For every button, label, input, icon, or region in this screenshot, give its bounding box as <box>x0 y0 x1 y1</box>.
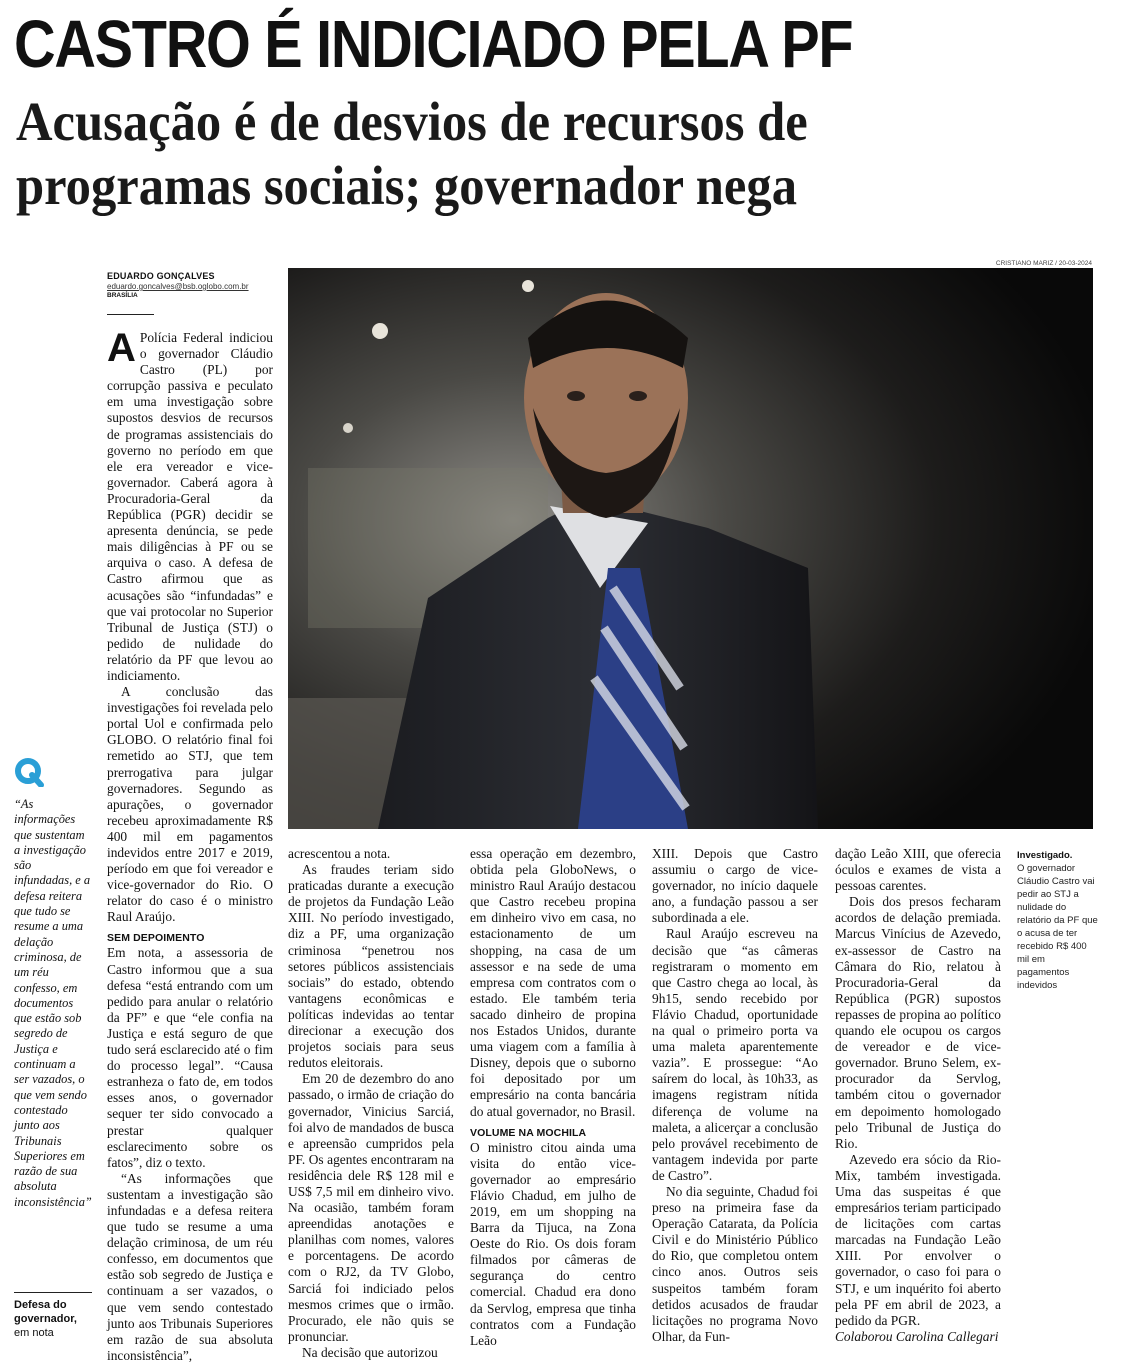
article-paragraph: XIII. Depois que Castro assumiu o cargo de vice-governador, no início daquele ano, a fundação passou a ser subordinada a ele. <box>652 846 818 926</box>
article-paragraph: Azevedo era sócio da Rio-Mix, também investigada. Uma das suspeitas é que empresários teriam participado de licitações com cartas marcadas na Fundação Leão XIII. Por envolver o governador, o caso foi para o STJ, e um inquérito foi aberto pela PF em abril de 2023, a pedido da PGR. <box>835 1151 1001 1328</box>
article-paragraph: Em nota, a assessoria de Castro informou que a sua defesa “está entrando com um pedido para anular o relatório da PF” e que “ele confia na Justiça e está seguro de que tudo será esclarecido até o fim do processo legal”. “Causa estranheza o fato de, em todos esses anos, o governador sequer ter sido convocado a prestar qualquer esclarecimento sobre os fatos”, diz o texto. <box>107 945 273 1170</box>
article-paragraph: “As informações que sustentam a investigação são infundadas e a defesa reitera que tudo se resume a uma delação criminosa, de um réu confesso, em documentos que estão sob segredo de Justiça e continuam a ser vazados, o que vem sendo contestado junto aos Tribunais Superiores em razão de sua absoluta inconsistência”, <box>107 1170 273 1363</box>
caption-title: Investigado. <box>1017 850 1073 861</box>
caption-text: O governador Cláudio Castro vai pedir ao STJ a nulidade do relatório da PF que o acusa de ter recebido R$ 400 mil em pagamentos indevidos <box>1017 863 1098 991</box>
article-column-3 <box>470 846 636 1349</box>
byline-author: EDUARDO GONÇALVES <box>107 271 215 281</box>
subhead: Acusação é de desvios de recursos de programas sociais; governador nega <box>16 91 808 216</box>
article-column-5 <box>835 846 1001 1345</box>
collaborator-credit: Colaborou Carolina Callegari <box>835 1328 999 1344</box>
quote-icon <box>14 757 44 787</box>
quote-source: em nota <box>14 1327 54 1339</box>
article-paragraph: Na decisão que autorizou <box>302 1344 438 1360</box>
article-paragraph: dação Leão XIII, que oferecia óculos e exames de vista a pessoas carentes. <box>835 846 1001 894</box>
photo-caption <box>1017 849 1099 992</box>
article-paragraph: O ministro citou ainda uma visita do então vice-governador ao empresário Flávio Chadud, em julho de 2019, em um shopping na Barra da Tijuca, na Zona Oeste do Rio. Os dois foram filmados por câmeras de segurança do centro comercial. Chadud era dono da Servlog, empresa que tinha contratos com a Fundação Leão <box>470 1139 636 1348</box>
article-column-2 <box>288 846 454 1361</box>
article-photo <box>288 268 1093 829</box>
article-paragraph: No dia seguinte, Chadud foi preso na primeira fase da Operação Catarata, da Polícia Civil e do Ministério Público do Rio, que completou ontem cinco anos. Outros seis suspeitos também foram detidos acusados de fraudar licitações no programa Novo Olhar, da Fun- <box>652 1183 818 1344</box>
article-paragraph: acrescentou a nota. <box>288 846 391 861</box>
article-paragraph: As fraudes teriam sido praticadas durante a execução de projetos da Fundação Leão XIII. No período investigado, diz a PF, uma organização criminosa “penetrou nos setores públicos assistenciais sociais” do estado, obtendo vantagens econômicas e políticas indevidas ao tentar direcionar a execução dos projetos sociais para seus redutos eleitorais. <box>288 862 454 1071</box>
article-column-1 <box>107 326 273 1364</box>
quote-attribution <box>14 1298 94 1340</box>
byline-email-link[interactable]: eduardo.goncalves@bsb.oglobo.com.br <box>107 282 249 291</box>
section-heading: VOLUME NA MOCHILA <box>470 1126 587 1139</box>
photo-credit: CRISTIANO MARIZ / 20-03-2024 <box>995 260 1092 267</box>
article-column-4 <box>652 846 818 1345</box>
article-paragraph: Em 20 de dezembro do ano passado, o irmão de criação do governador, Vinicius Sarciá, foi alvo de mandados de busca e apreensão cumpridos pela PF. Os agentes encontraram na residência dele R$ 128 mil e US$ 7,5 mil em dinheiro vivo. Na ocasião, também foram apreendidas anotações e planilhas com nomes, valores e porcentagens. De acordo com o RJ2, da TV Globo, Sarciá foi indiciado pelos mesmos crimes que o irmão. Procurado, ele não quis se pronunciar. <box>288 1071 454 1344</box>
article-paragraph: A Polícia Federal indiciou o governador Cláudio Castro (PL) por corrupção passiva e peculato em uma investigação sobre supostos desvios de recursos de programas assistenciais do governo no período em que ele era vereador e vice-governador. Caberá agora à Procuradoria-Geral da República (PGR) decidir se apresenta denúncia, se pede mais diligências à PF ou se arquiva o caso. A defesa de Castro afirmou que as acusações são “infundadas” e que vai protocolar no Superior Tribunal de Justiça (STJ) o pedido de nulidade do relatório da PF que levou ao indiciamento. <box>107 326 273 683</box>
byline-divider <box>107 314 154 315</box>
byline-city: BRASÍLIA <box>107 292 138 299</box>
article-paragraph: essa operação em dezembro, obtida pela GloboNews, o ministro Raul Araújo destacou que Castro recebeu propina em dinheiro vivo em casa, no estacionamento de um shopping, na casa de um assessor e na sede de uma empresa com contratos com o estado. Ele também teria sacado dinheiro de propina nos Estados Unidos, durante uma viagem com a família à Disney, depois que o suborno foi depositado por um empresário na conta bancária do atual governador, no Brasil. <box>470 846 636 1119</box>
section-heading: SEM DEPOIMENTO <box>107 932 205 945</box>
article-paragraph: Raul Araújo escreveu na decisão que “as câmeras registraram o momento em que Castro chega ao local, às 9h15, sendo recebido por Flávio Chadud, oportunidade na qual o primeiro porta va uma maleta aparentemente vazia”. E prossegue: “Ao saírem do local, às 10h33, as imagens registram nítida diferença de volume na maleta, a alicerçar a conclusão pelo provável recebimento de vantagem indevida por parte de Castro”. <box>652 926 818 1183</box>
pull-quote: “As informações que sustentam a investigação são infundadas, e a defesa reitera que tudo se resume a uma delação criminosa, de um réu confesso, em documentos que estão sob segredo de Justiça e continuam a ser vazados, o que vem sendo contestado junto aos Tribunais Superiores em razão de sua absoluta inconsistência” <box>14 797 92 1209</box>
dropcap: A <box>107 326 136 370</box>
quote-divider <box>14 1292 92 1293</box>
quote-author: Defesa do governador, <box>14 1299 77 1325</box>
article-paragraph: A conclusão das investigações foi revelada pelo portal Uol e confirmada pelo GLOBO. O relatório final foi remetido ao STJ, que tem prerrogativa para julgar governadores. Segundo as apurações, o governador recebeu aproximadamente R$ 400 mil em pagamentos indevidos entre 2017 e 2019, período em que foi vereador e vice-governador do Rio. O relator do caso é o ministro Raul Araújo. <box>107 684 273 925</box>
headline: CASTRO É INDICIADO PELA PF <box>14 7 853 82</box>
governor-portrait-illustration <box>288 268 1093 829</box>
article-paragraph: Dois dos presos fecharam acordos de delação premiada. Marcus Vinícius de Azevedo, ex-assessor de Castro na Câmara do Rio, relatou à Procuradoria-Geral da República (PGR) supostos repasses de propina ao político quando ele ocupou os cargos de vereador e de vice-governador. Bruno Selem, ex-procurador da Servlog, também citou o governador em depoimento homologado pelo Tribunal de Justiça do Rio. <box>835 894 1001 1151</box>
